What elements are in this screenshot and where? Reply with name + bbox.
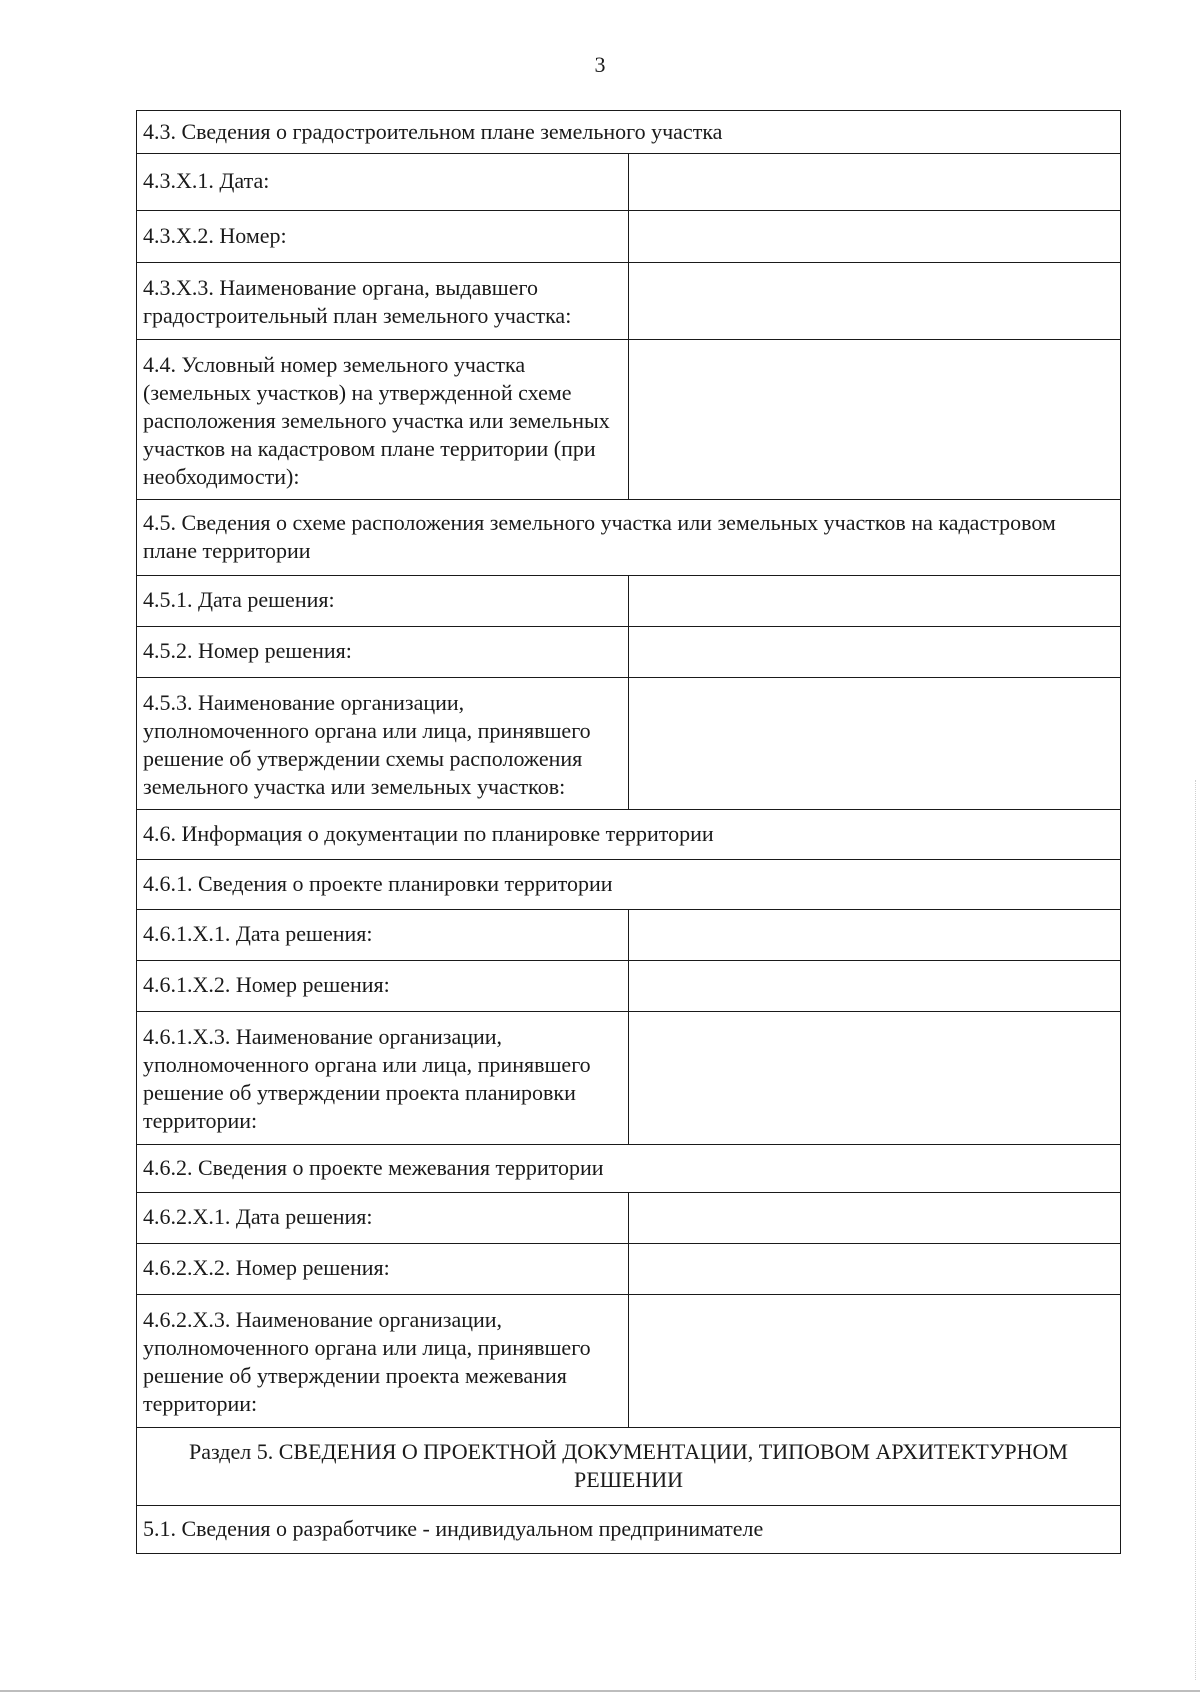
field-value-4-6-2-x-3	[629, 1295, 1121, 1428]
field-row-4-5-1	[137, 576, 1121, 627]
field-value-4-6-1-x-3	[629, 1012, 1121, 1145]
field-label-4-4: 4.4. Условный номер земельного участка (земельных участков) на утвержденной схеме расположения земельного участка или земельных участков на кадастровом плане территории (при необходимости):	[137, 340, 629, 500]
field-label-4-3-x-1: 4.3.Х.1. Дата:	[137, 154, 629, 211]
section-row-4-3	[137, 111, 1121, 154]
field-value-4-3-x-3	[629, 263, 1121, 340]
field-label-4-6-1-x-1: 4.6.1.Х.1. Дата решения:	[137, 910, 629, 961]
section-heading-razdel-5: Раздел 5. СВЕДЕНИЯ О ПРОЕКТНОЙ ДОКУМЕНТАЦИИ, ТИПОВОМ АРХИТЕКТУРНОМ РЕШЕНИИ	[137, 1428, 1121, 1506]
section-row-4-6	[137, 810, 1121, 860]
page-number: 3	[594, 52, 606, 77]
field-row-4-6-2-x-1	[137, 1193, 1121, 1244]
section-heading-5-1: 5.1. Сведения о разработчике - индивидуальном предпринимателе	[137, 1506, 1121, 1554]
field-row-4-4	[137, 340, 1121, 500]
field-row-4-6-1-x-1	[137, 910, 1121, 961]
field-row-4-3-x-3	[137, 263, 1121, 340]
field-label-4-6-2-x-3: 4.6.2.Х.3. Наименование организации, уполномоченного органа или лица, принявшего решение об утверждении проекта межевания территории:	[137, 1295, 629, 1428]
field-row-4-3-x-2	[137, 211, 1121, 263]
section-row-4-6-1	[137, 860, 1121, 910]
field-label-4-5-1: 4.5.1. Дата решения:	[137, 576, 629, 627]
field-label-4-6-1-x-2: 4.6.1.Х.2. Номер решения:	[137, 961, 629, 1012]
field-value-4-3-x-2	[629, 211, 1121, 263]
field-value-4-5-2	[629, 627, 1121, 678]
field-value-4-5-1	[629, 576, 1121, 627]
field-value-4-6-2-x-1	[629, 1193, 1121, 1244]
form-table	[136, 110, 1121, 1554]
field-label-4-5-3: 4.5.3. Наименование организации, уполномоченного органа или лица, принявшего решение об утверждении схемы расположения земельного участка или земельных участков:	[137, 678, 629, 810]
field-label-4-6-2-x-2: 4.6.2.Х.2. Номер решения:	[137, 1244, 629, 1295]
field-label-4-6-2-x-1: 4.6.2.Х.1. Дата решения:	[137, 1193, 629, 1244]
field-row-4-6-2-x-3	[137, 1295, 1121, 1428]
field-label-4-5-2: 4.5.2. Номер решения:	[137, 627, 629, 678]
field-label-4-3-x-3: 4.3.Х.3. Наименование органа, выдавшего градостроительный план земельного участка:	[137, 263, 629, 340]
section-row-5-1	[137, 1506, 1121, 1554]
field-row-4-6-1-x-3	[137, 1012, 1121, 1145]
section-heading-4-3: 4.3. Сведения о градостроительном плане земельного участка	[137, 111, 1121, 154]
field-value-4-4	[629, 340, 1121, 500]
scan-edge-marks	[1193, 780, 1196, 1680]
field-label-4-6-1-x-3: 4.6.1.Х.3. Наименование организации, уполномоченного органа или лица, принявшего решение об утверждении проекта планировки территории:	[137, 1012, 629, 1145]
field-row-4-5-3	[137, 678, 1121, 810]
field-value-4-6-1-x-1	[629, 910, 1121, 961]
field-value-4-3-x-1	[629, 154, 1121, 211]
field-value-4-6-2-x-2	[629, 1244, 1121, 1295]
section-row-razdel-5	[137, 1428, 1121, 1506]
section-row-4-6-2	[137, 1145, 1121, 1193]
section-heading-4-6-1: 4.6.1. Сведения о проекте планировки территории	[137, 860, 1121, 910]
field-label-4-3-x-2: 4.3.Х.2. Номер:	[137, 211, 629, 263]
section-heading-4-5: 4.5. Сведения о схеме расположения земельного участка или земельных участков на кадастровом плане территории	[137, 500, 1121, 576]
section-heading-4-6-2: 4.6.2. Сведения о проекте межевания территории	[137, 1145, 1121, 1193]
scan-bottom-line	[0, 1690, 1200, 1692]
section-heading-4-6: 4.6. Информация о документации по планировке территории	[137, 810, 1121, 860]
field-value-4-5-3	[629, 678, 1121, 810]
field-value-4-6-1-x-2	[629, 961, 1121, 1012]
field-row-4-6-2-x-2	[137, 1244, 1121, 1295]
field-row-4-5-2	[137, 627, 1121, 678]
section-row-4-5	[137, 500, 1121, 576]
field-row-4-6-1-x-2	[137, 961, 1121, 1012]
field-row-4-3-x-1	[137, 154, 1121, 211]
